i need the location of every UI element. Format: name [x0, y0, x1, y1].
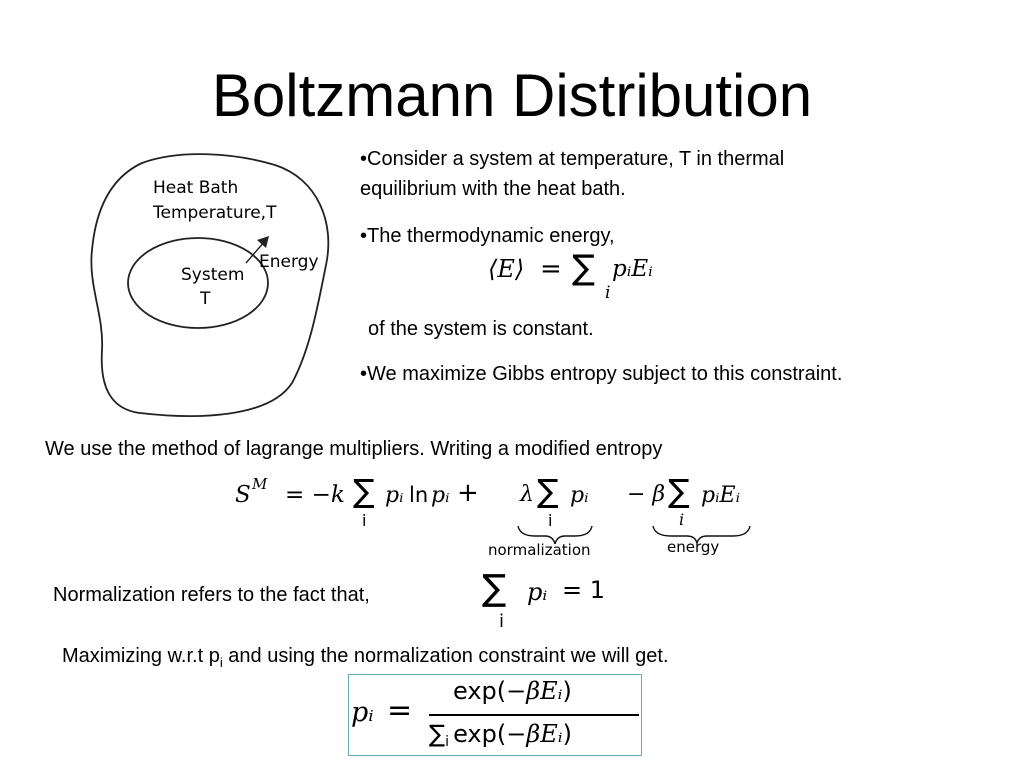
bullet-1-line-1: •Consider a system at temperature, T in thermal: [360, 148, 785, 170]
lambda-symbol: λ: [520, 482, 534, 507]
maximizing-subscript: i: [219, 655, 223, 670]
result-denominator: [429, 720, 572, 750]
numerator-argument: −βEᵢ: [506, 677, 563, 705]
lagrange-text: We use the method of lagrange multipliers. Writing a modified entropy: [45, 438, 663, 460]
boltzmann-result-box: [348, 674, 642, 756]
sum-symbol: ∑: [572, 248, 595, 288]
p-i-norm: pᵢ: [527, 578, 548, 606]
result-numerator: [453, 677, 572, 705]
sum-symbol-1: ∑: [353, 472, 375, 510]
sum-index-1: i: [362, 511, 367, 530]
denominator-sum: ∑: [429, 720, 446, 748]
denominator-exp: exp(: [453, 720, 507, 748]
p-i-1: pᵢ: [385, 483, 404, 508]
energy-label: Energy: [259, 252, 319, 272]
p-i-e-i: pᵢEᵢ: [701, 483, 740, 508]
fraction-bar: [429, 714, 639, 716]
bullet-2: •The thermodynamic energy,: [360, 225, 615, 247]
sum-symbol-3: ∑: [668, 472, 690, 510]
result-equals: =: [387, 693, 413, 728]
p-i-2: pᵢ: [431, 483, 450, 508]
energy-expectation: ⟨E⟩: [488, 255, 525, 283]
page-title: Boltzmann Distribution: [211, 62, 813, 129]
equals-sign: =: [540, 254, 562, 284]
bullet-3: •We maximize Gibbs entropy subject to this constraint.: [360, 363, 843, 385]
plus-sign: +: [457, 478, 479, 508]
denominator-close: ): [562, 720, 572, 748]
maximizing-text-end: and using the normalization constraint we will get.: [222, 645, 669, 667]
denominator-argument: −βEᵢ: [506, 720, 563, 748]
heat-bath-label: Heat Bath: [153, 178, 239, 198]
heat-bath-temperature-label: Temperature,T: [153, 203, 277, 223]
minus-k-term: = −k: [285, 482, 345, 508]
numerator-close: ): [562, 677, 572, 705]
normalization-equation: [482, 568, 632, 634]
sum-symbol-2: ∑: [537, 472, 559, 510]
modified-entropy-equation: [235, 470, 765, 565]
system-label: System: [181, 265, 245, 285]
sum-index: i: [605, 283, 611, 303]
sum-index-3: i: [679, 510, 685, 529]
sum-index-2: i: [548, 511, 553, 530]
sum-index-norm: i: [499, 611, 505, 632]
bullet-2-continuation: of the system is constant.: [368, 318, 594, 340]
sum-symbol-norm: ∑: [482, 568, 507, 609]
maximizing-text: [62, 644, 669, 675]
bullet-1-line-2: equilibrium with the heat bath.: [360, 178, 626, 200]
energy-arrowhead: [257, 236, 269, 248]
ln-operator: ln: [409, 483, 429, 507]
energy-equation: [488, 250, 708, 316]
minus-beta: − β: [627, 482, 666, 507]
numerator-exp: exp(: [453, 677, 507, 705]
result-p-i: pᵢ: [351, 697, 374, 728]
normalization-text: Normalization refers to the fact that,: [53, 584, 370, 606]
maximizing-text-start: Maximizing w.r.t p: [62, 645, 220, 667]
denominator-sum-index: i: [445, 734, 450, 751]
equals-one: = 1: [562, 576, 606, 604]
energy-sum-terms: pᵢEᵢ: [612, 256, 653, 282]
energy-brace-label: energy: [667, 538, 720, 556]
heat-bath-diagram: [60, 145, 350, 430]
entropy-superscript: M: [252, 475, 268, 493]
entropy-symbol: S: [235, 482, 251, 508]
p-i-3: pᵢ: [570, 483, 589, 508]
normalization-label: normalization: [488, 541, 591, 559]
system-temperature-label: T: [200, 289, 211, 309]
